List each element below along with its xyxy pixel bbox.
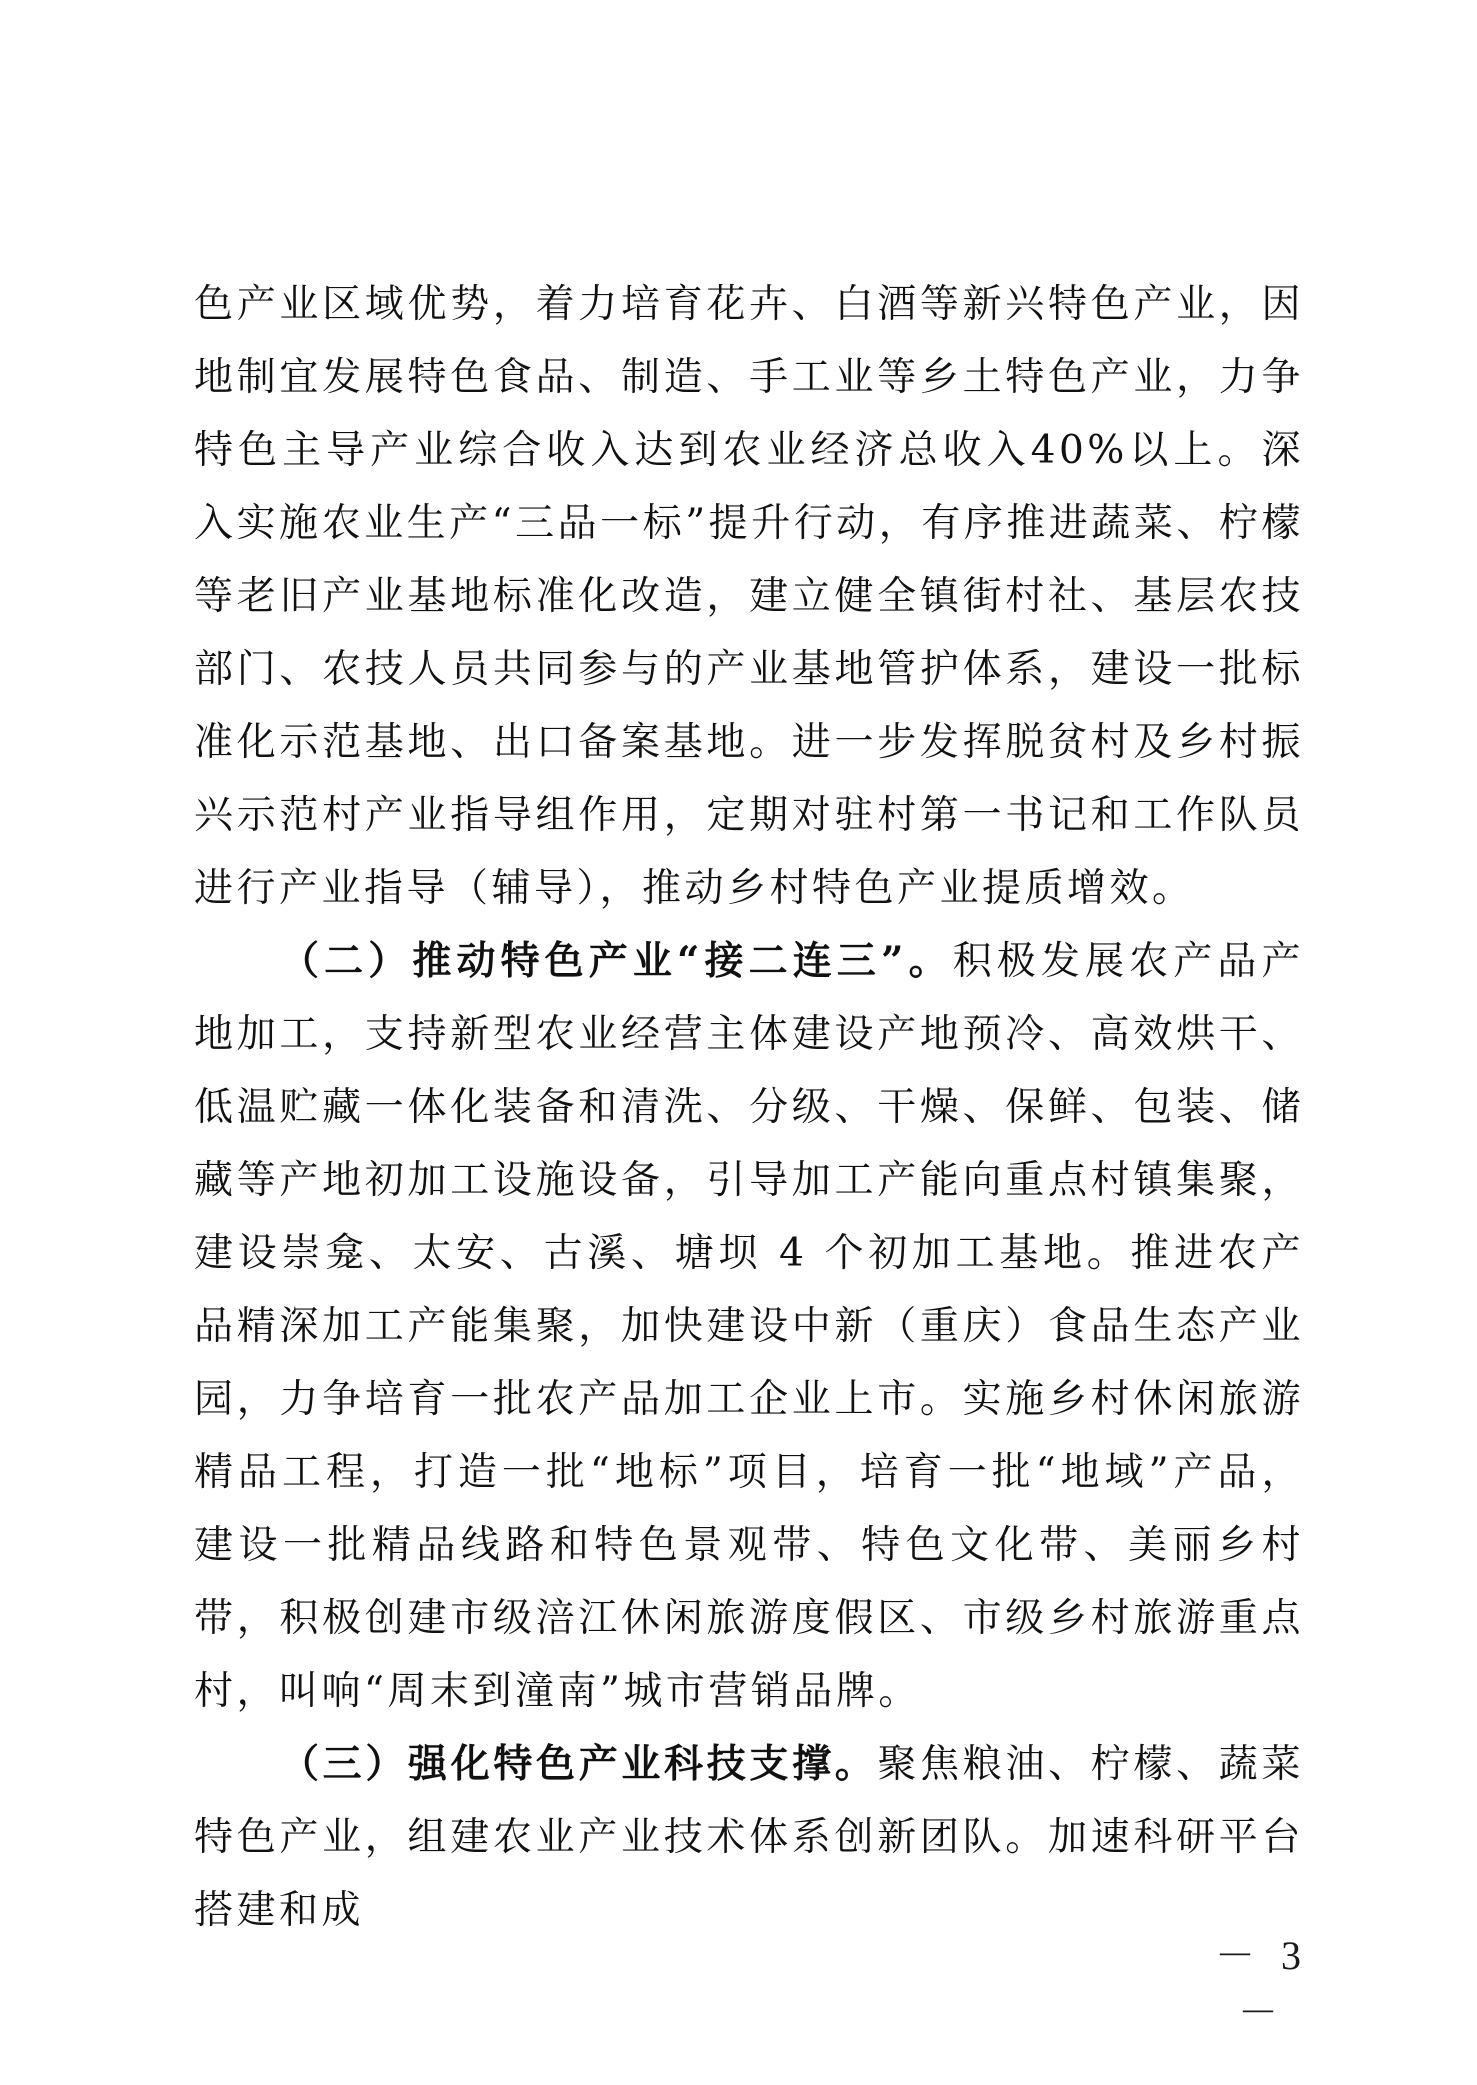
paragraph-body: 色产业区域优势，着力培育花卉、白酒等新兴特色产业，因地制宜发展特色食品、制造、手工业等乡土特色产业，力争特色主导产业综合收入达到农业经济总收入40%以上。深入实施农业生产“三品一标”提升行动，有序推进蔬菜、柠檬等老旧产业基地标准化改造，建立健全镇街村社、基层农技部门、农技人员共同参与的产业基地管护体系，建设一批标准化示范基地、出口备案基地。进一步发挥脱贫村及乡村振兴示范村产业指导组作用，定期对驻村第一书记和工作队员进行产业指导（辅导），推动乡村特色产业提质增效。: [194, 282, 1304, 911]
paragraph-continued: [194, 268, 1304, 925]
paragraph-body: 积极发展农产品产地加工，支持新型农业经营主体建设产地预冷、高效烘干、低温贮藏一体化装备和清洗、分级、干燥、保鲜、包装、储藏等产地初加工设施设备，引导加工产能向重点村镇集聚，建设崇龛、太安、古溪、塘坝 4 个初加工基地。推进农产品精深加工产能集聚，加快建设中新（重庆）食品生态产业园，力争培育一批农产品加工企业上市。实施乡村休闲旅游精品工程，打造一批“地标”项目，培育一批“地域”产品，建设一批精品线路和特色景观带、特色文化带、美丽乡村带，积极创建市级涪江休闲旅游度假区、市级乡村旅游重点村，叫响“周末到潼南”城市营销品牌。: [194, 939, 1304, 1714]
section-heading: （二）推动特色产业“接二连三”。: [280, 938, 953, 984]
paragraph-body: 聚焦粮油、柠檬、蔬菜特色产业，组建农业产业技术体系创新团队。加速科研平台搭建和成: [194, 1742, 1304, 1933]
page-number: － 3 －: [1215, 1933, 1309, 2035]
paragraph-section-2: [194, 925, 1304, 1728]
paragraph-section-3: [194, 1728, 1304, 1947]
body-text: [194, 268, 1304, 1947]
section-heading: （三）强化特色产业科技支撑。: [280, 1741, 878, 1787]
